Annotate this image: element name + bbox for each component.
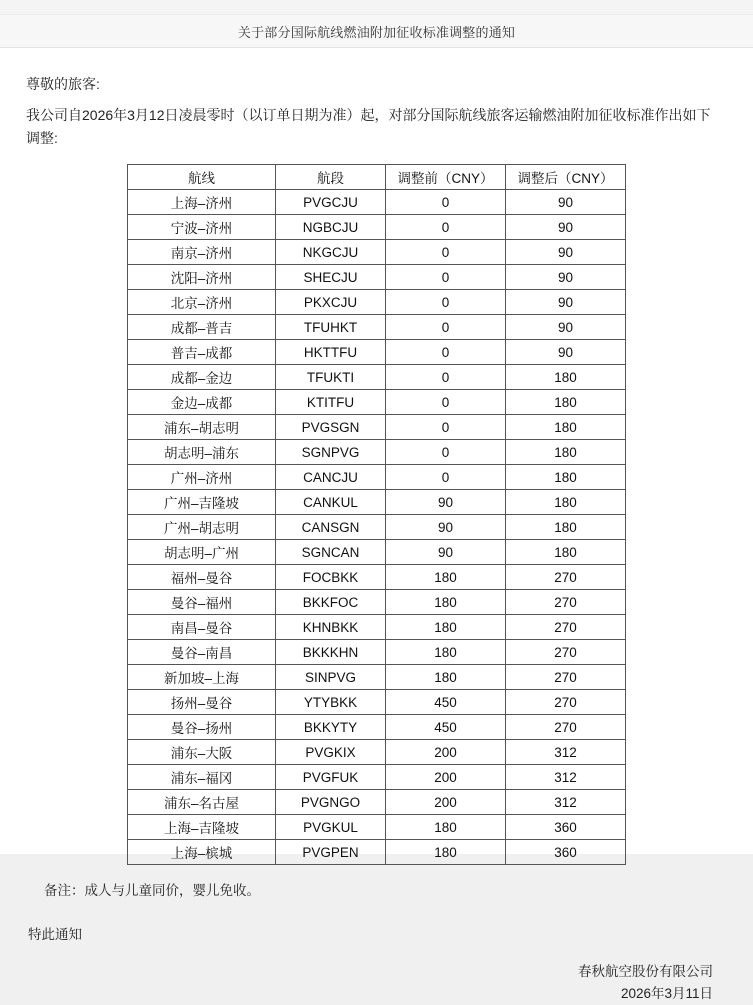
cell-before: 0 <box>386 265 506 290</box>
closing-text: 特此通知 <box>28 927 82 942</box>
document-content <box>0 48 753 1005</box>
document-header <box>0 15 753 48</box>
cell-before: 200 <box>386 790 506 815</box>
salutation-text: 尊敬的旅客: <box>26 76 100 92</box>
signature-block <box>26 961 727 1005</box>
cell-segment: PVGSGN <box>276 415 386 440</box>
table-row <box>128 365 626 390</box>
table-row <box>128 315 626 340</box>
cell-segment: KTITFU <box>276 390 386 415</box>
cell-before: 200 <box>386 740 506 765</box>
cell-segment: PVGPEN <box>276 840 386 865</box>
cell-after: 180 <box>506 515 626 540</box>
table-row <box>128 240 626 265</box>
cell-route: 广州–胡志明 <box>128 515 276 540</box>
cell-segment: TFUKTI <box>276 365 386 390</box>
cell-segment: SGNCAN <box>276 540 386 565</box>
cell-route: 沈阳–济州 <box>128 265 276 290</box>
table-row <box>128 690 626 715</box>
cell-segment: PVGKUL <box>276 815 386 840</box>
table-header-row <box>128 165 626 190</box>
cell-before: 0 <box>386 365 506 390</box>
cell-before: 450 <box>386 690 506 715</box>
cell-after: 90 <box>506 190 626 215</box>
cell-route: 北京–济州 <box>128 290 276 315</box>
cell-before: 180 <box>386 665 506 690</box>
cell-route: 浦东–名古屋 <box>128 790 276 815</box>
table-row <box>128 715 626 740</box>
cell-route: 浦东–胡志明 <box>128 415 276 440</box>
cell-before: 90 <box>386 515 506 540</box>
cell-before: 0 <box>386 290 506 315</box>
cell-segment: PVGCJU <box>276 190 386 215</box>
table-row <box>128 540 626 565</box>
cell-before: 90 <box>386 540 506 565</box>
cell-before: 180 <box>386 615 506 640</box>
cell-route: 普吉–成都 <box>128 340 276 365</box>
cell-after: 270 <box>506 690 626 715</box>
table-row <box>128 215 626 240</box>
cell-before: 0 <box>386 240 506 265</box>
table-row <box>128 765 626 790</box>
cell-before: 180 <box>386 640 506 665</box>
cell-segment: BKKFOC <box>276 590 386 615</box>
cell-segment: PVGKIX <box>276 740 386 765</box>
cell-route: 广州–济州 <box>128 465 276 490</box>
cell-segment: SHECJU <box>276 265 386 290</box>
table-row <box>128 190 626 215</box>
cell-segment: FOCBKK <box>276 565 386 590</box>
table-row <box>128 465 626 490</box>
cell-before: 180 <box>386 815 506 840</box>
table-row <box>128 790 626 815</box>
table-row <box>128 615 626 640</box>
cell-route: 上海–吉隆坡 <box>128 815 276 840</box>
cell-after: 90 <box>506 290 626 315</box>
intro-paragraph: 我公司自2026年3月12日凌晨零时（以订单日期为准）起，对部分国际航线旅客运输燃油附加征收标准作出如下调整: <box>26 107 711 146</box>
cell-after: 90 <box>506 340 626 365</box>
cell-before: 0 <box>386 440 506 465</box>
cell-route: 曼谷–扬州 <box>128 715 276 740</box>
fuel-surcharge-table <box>127 164 626 865</box>
signature-date: 2026年3月11日 <box>620 986 713 1001</box>
page-title: 关于部分国际航线燃油附加征收标准调整的通知 <box>237 24 516 40</box>
cell-segment: SGNPVG <box>276 440 386 465</box>
signature-company: 春秋航空股份有限公司 <box>578 964 713 979</box>
cell-route: 胡志明–浦东 <box>128 440 276 465</box>
cell-segment: BKKKHN <box>276 640 386 665</box>
cell-segment: CANKUL <box>276 490 386 515</box>
top-strip <box>0 0 753 15</box>
cell-after: 90 <box>506 265 626 290</box>
cell-after: 180 <box>506 390 626 415</box>
table-row <box>128 565 626 590</box>
cell-before: 180 <box>386 590 506 615</box>
cell-segment: PKXCJU <box>276 290 386 315</box>
cell-after: 90 <box>506 240 626 265</box>
table-body <box>128 190 626 865</box>
cell-before: 180 <box>386 840 506 865</box>
cell-after: 90 <box>506 315 626 340</box>
table-row <box>128 515 626 540</box>
cell-segment: YTYBKK <box>276 690 386 715</box>
cell-before: 450 <box>386 715 506 740</box>
cell-segment: NKGCJU <box>276 240 386 265</box>
table-row <box>128 440 626 465</box>
cell-before: 0 <box>386 215 506 240</box>
table-row <box>128 390 626 415</box>
cell-after: 360 <box>506 815 626 840</box>
cell-after: 270 <box>506 715 626 740</box>
table-row <box>128 590 626 615</box>
cell-route: 成都–普吉 <box>128 315 276 340</box>
cell-before: 90 <box>386 490 506 515</box>
cell-route: 扬州–曼谷 <box>128 690 276 715</box>
cell-route: 南昌–曼谷 <box>128 615 276 640</box>
cell-route: 曼谷–南昌 <box>128 640 276 665</box>
table-row <box>128 840 626 865</box>
table-row <box>128 415 626 440</box>
table-row <box>128 340 626 365</box>
cell-after: 270 <box>506 665 626 690</box>
cell-after: 180 <box>506 440 626 465</box>
cell-after: 90 <box>506 215 626 240</box>
cell-segment: CANSGN <box>276 515 386 540</box>
table-row <box>128 665 626 690</box>
table-row <box>128 490 626 515</box>
cell-segment: HKTTFU <box>276 340 386 365</box>
cell-route: 新加坡–上海 <box>128 665 276 690</box>
cell-before: 0 <box>386 390 506 415</box>
cell-route: 广州–吉隆坡 <box>128 490 276 515</box>
cell-before: 200 <box>386 765 506 790</box>
cell-route: 上海–槟城 <box>128 840 276 865</box>
cell-after: 180 <box>506 465 626 490</box>
cell-route: 宁波–济州 <box>128 215 276 240</box>
column-header-after: 调整后（CNY） <box>506 165 626 190</box>
cell-before: 0 <box>386 340 506 365</box>
cell-after: 180 <box>506 490 626 515</box>
cell-segment: PVGFUK <box>276 765 386 790</box>
cell-after: 270 <box>506 640 626 665</box>
cell-after: 180 <box>506 365 626 390</box>
cell-before: 0 <box>386 190 506 215</box>
cell-route: 上海–济州 <box>128 190 276 215</box>
column-header-segment: 航段 <box>276 165 386 190</box>
cell-before: 180 <box>386 565 506 590</box>
cell-route: 金边–成都 <box>128 390 276 415</box>
note-text: 备注：成人与儿童同价，婴儿免收。 <box>44 883 260 898</box>
cell-segment: KHNBKK <box>276 615 386 640</box>
table-row <box>128 640 626 665</box>
cell-segment: TFUHKT <box>276 315 386 340</box>
cell-segment: PVGNGO <box>276 790 386 815</box>
cell-route: 浦东–大阪 <box>128 740 276 765</box>
cell-route: 曼谷–福州 <box>128 590 276 615</box>
cell-before: 0 <box>386 315 506 340</box>
cell-after: 180 <box>506 540 626 565</box>
cell-after: 312 <box>506 765 626 790</box>
column-header-route: 航线 <box>128 165 276 190</box>
cell-after: 312 <box>506 740 626 765</box>
cell-route: 福州–曼谷 <box>128 565 276 590</box>
column-header-before: 调整前（CNY） <box>386 165 506 190</box>
table-row <box>128 815 626 840</box>
cell-after: 360 <box>506 840 626 865</box>
cell-after: 270 <box>506 590 626 615</box>
cell-segment: BKKYTY <box>276 715 386 740</box>
cell-after: 270 <box>506 615 626 640</box>
table-row <box>128 290 626 315</box>
cell-after: 312 <box>506 790 626 815</box>
cell-route: 南京–济州 <box>128 240 276 265</box>
cell-route: 浦东–福冈 <box>128 765 276 790</box>
cell-after: 270 <box>506 565 626 590</box>
table-row <box>128 265 626 290</box>
cell-segment: SINPVG <box>276 665 386 690</box>
cell-before: 0 <box>386 415 506 440</box>
cell-route: 成都–金边 <box>128 365 276 390</box>
table-row <box>128 740 626 765</box>
cell-segment: CANCJU <box>276 465 386 490</box>
cell-after: 180 <box>506 415 626 440</box>
cell-segment: NGBCJU <box>276 215 386 240</box>
cell-before: 0 <box>386 465 506 490</box>
cell-route: 胡志明–广州 <box>128 540 276 565</box>
